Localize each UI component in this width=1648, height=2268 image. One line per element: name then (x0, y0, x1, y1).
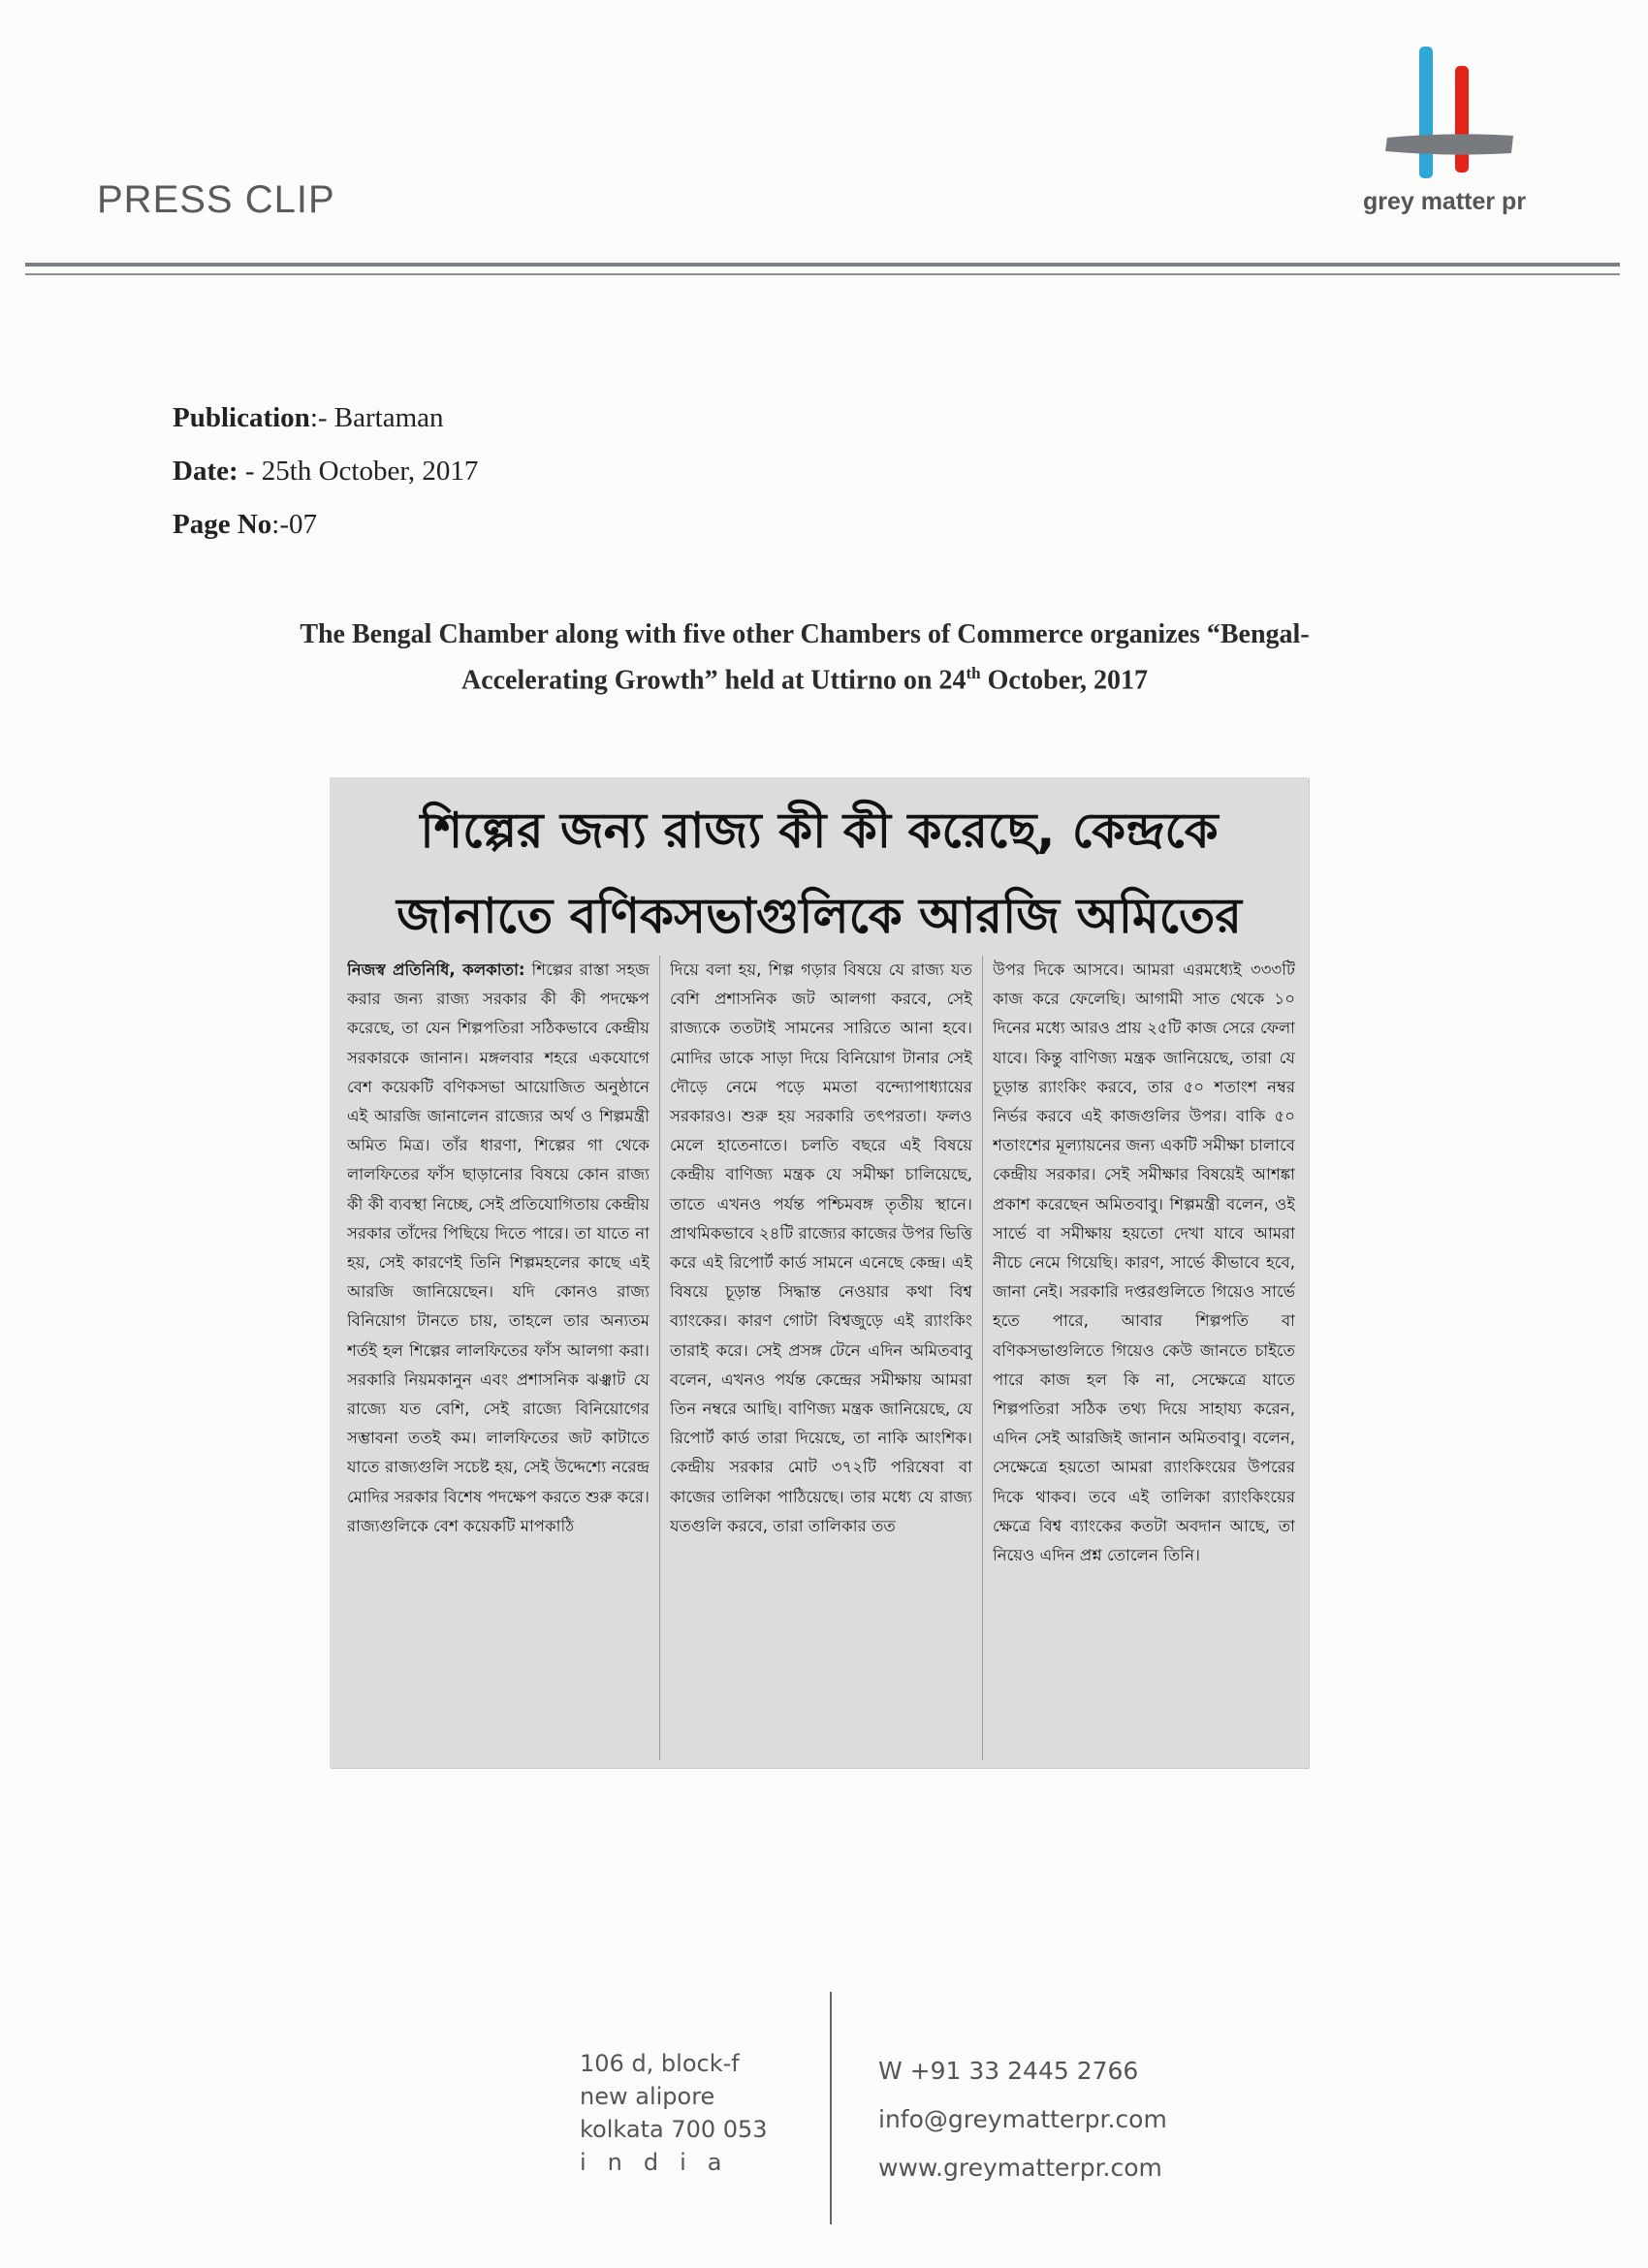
page-title: PRESS CLIP (97, 178, 335, 221)
footer-address (580, 2047, 793, 2179)
article-column-2: দিয়ে বলা হয়, শিল্প গড়ার বিষয়ে যে রাজ্য যত বেশি প্রশাসনিক জট আলগা করবে, সেই রাজ্যকে ততটাই সামনের সারিতে আনা হবে। মোদির ডাকে সাড়া দিয়ে বিনিয়োগ টানার সেই দৌড়ে নেমে পড়ে মমতা বন্দ্যোপাধ্যায়ের সরকারও। শুরু হয় সরকারি তৎপরতা। ফলও মেলে হাতেনাতে। চলতি বছরে এই বিষয়ে কেন্দ্রীয় বাণিজ্য মন্ত্রক যে সমীক্ষা চালিয়েছে, তাতে এখনও পর্যন্ত পশ্চিমবঙ্গ তৃতীয় স্থানে। প্রাথমিকভাবে ২৪টি রাজ্যের কাজের উপর ভিত্তি করে এই রিপোর্ট কার্ড সামনে এনেছে কেন্দ্র। এই বিষয়ে চূড়ান্ত সিদ্ধান্ত নেওয়ার কথা বিশ্ব ব্যাংকের। কারণ গোটা বিশ্বজুড়ে এই র‌্যাংকিং তারাই করে। সেই প্রসঙ্গ টেনে এদিন অমিতবাবু বলেন, এখনও পর্যন্ত কেন্দ্রের সমীক্ষায় আমরা তিন নম্বরে আছি। বাণিজ্য মন্ত্রক জানিয়েছে, যে রিপোর্ট কার্ড তারা দিয়েছে, তা নাকি আংশিক। কেন্দ্রীয় সরকার মোট ৩৭২টি পরিষেবা বা কাজের তালিকা পাঠিয়েছে। তার মধ্যে যে রাজ্য যতগুলি করবে, তারা তালিকার তত (670, 961, 972, 1535)
address-line-1: 106 d, block-f (580, 2050, 740, 2077)
caption-line-1: The Bengal Chamber along with five other Chambers of Commerce organizes “Bengal- (300, 619, 1310, 649)
address-line-3: kolkata 700 053 (580, 2116, 768, 2143)
caption-line-2a: Accelerating Growth” held at Uttirno on 24 (460, 665, 967, 696)
article-body (347, 956, 1297, 1760)
caption-line-2b: October, 2017 (980, 665, 1149, 696)
header-rule (25, 263, 1620, 267)
page-value: :-07 (271, 509, 317, 540)
article-headline-line-1: শিল্পের জন্য রাজ্য কী কী করেছে, কেন্দ্রকে (420, 803, 1219, 859)
date-line (173, 456, 478, 488)
logo-text: grey matter pr (1362, 188, 1527, 215)
article-column-3: উপর দিকে আসবে। আমরা এরমধ্যেই ৩৩৩টি কাজ করে ফেলেছি। আগামী সাত থেকে ১০ দিনের মধ্যে আরও প্রায় ২৫টি কাজ সেরে ফেলা যাবে। কিন্তু বাণিজ্য মন্ত্রক জানিয়েছে, তারা যে চূড়ান্ত র‌্যাংকিং করবে, তার ৫০ শতাংশ নম্বর নির্ভর করবে এই কাজগুলির উপর। বাকি ৫০ শতাংশের মূল্যায়নের জন্য একটি সমীক্ষা চালাবে কেন্দ্রীয় সরকার। সেই সমীক্ষার বিষয়েই আশঙ্কা প্রকাশ করেছেন অমিতবাবু। শিল্পমন্ত্রী বলেন, ওই সার্ভে বা সমীক্ষায় হয়তো দেখা যাবে আমরা নীচে নেমে গিয়েছি। কারণ, সার্ভে কীভাবে হবে, জানা নেই। সরকারি দপ্তরগুলিতে গিয়েও সার্ভে হতে পারে, আবার শিল্পপতি বা বণিকসভাগুলিতে গিয়েও কেউ জানতে চাইতে পারে কাজ হল কি না, সেক্ষেত্রে যাতে শিল্পপতিরা সঠিক তথ্য দিয়ে সাহায্য করেন, এদিন সেই আরজিই জানান অমিতবাবু। বলেন, সেক্ষেত্রে হয়তো আমরা র‌্যাংকিংয়ের উপরের দিকে থাকব। তবে এই তালিকা র‌্যাংকিংয়ের ক্ষেত্রে বিশ্ব ব্যাংকের কতটা অবদান আছে, তা নিয়েও এদিন প্রশ্ন তোলেন তিনি। (993, 961, 1295, 1565)
event-caption (174, 615, 1435, 700)
footer-contact (878, 2047, 1167, 2192)
column-divider (659, 956, 660, 1760)
footer-divider (830, 1992, 832, 2224)
publication-value: :- Bartaman (309, 402, 444, 433)
newspaper-clipping (330, 777, 1309, 1768)
article-column-1 (347, 956, 650, 1760)
page-no-line (173, 509, 317, 541)
article-byline: নিজস্ব প্রতিনিধি, কলকাতা: (347, 961, 525, 979)
address-line-2: new alipore (580, 2083, 715, 2110)
date-value: - 25th October, 2017 (238, 456, 479, 487)
caption-superscript: th (966, 664, 981, 682)
article-column-1-text: শিল্পের রাস্তা সহজ করার জন্য রাজ্য সরকার কী কী পদক্ষেপ করেছে, তা যেন শিল্পপতিরা সঠিকভাবে কেন্দ্রীয় সরকারকে জানান। মঙ্গলবার শহরে একযোগে বেশ কয়েকটি বণিকসভা আয়োজিত অনুষ্ঠানে এই আরজি জানালেন রাজ্যের অর্থ ও শিল্পমন্ত্রী অমিত মিত্র। তাঁর ধারণা, শিল্পের গা থেকে লালফিতের ফাঁস ছাড়ানোর বিষয়ে কোন রাজ্য কী কী ব্যবস্থা নিচ্ছে, সেই প্রতিযোগিতায় কেন্দ্রীয় সরকার তাঁদের পিছিয়ে দিতে পারে। তা যাতে না হয়, সেই কারণেই তিনি শিল্পমহলের কাছে এই আরজি জানিয়েছেন। যদি কোনও রাজ্য বিনিয়োগ টানতে চায়, তাহলে তার অন্যতম শর্তই হল শিল্পের লালফিতের ফাঁস আলগা করা। সরকারি নিয়মকানুন এবং প্রশাসনিক ঝঞ্ঝাট যে রাজ্যে যত বেশি, সেই রাজ্যে বিনিয়োগের সম্ভাবনা ততই কম। লালফিতের জট কাটাতে যাতে রাজ্যগুলি সচেষ্ট হয়, সেই উদ্দেশ্যে নরেন্দ্র মোদির সরকার বিশেষ পদক্ষেপ করতে শুরু করে। রাজ্যগুলিকে বেশ কয়েকটি মাপকাঠি (347, 961, 650, 1535)
date-label: Date: (173, 456, 238, 487)
footer-phone: W +91 33 2445 2766 (878, 2057, 1139, 2085)
grey-matter-logo-icon (1381, 43, 1517, 188)
publication-label: Publication (173, 402, 310, 433)
publication-line (173, 402, 444, 434)
caption-line-2 (174, 654, 1435, 700)
header-rule-thin (25, 273, 1620, 275)
article-headline-line-2: জানাতে বণিকসভাগুলিকে আরজি অমিতের (396, 888, 1242, 944)
address-line-4: india (580, 2149, 744, 2176)
column-divider (982, 956, 983, 1760)
footer-website[interactable]: www.greymatterpr.com (878, 2154, 1162, 2182)
page-label: Page No (173, 509, 272, 540)
footer-email[interactable]: info@greymatterpr.com (878, 2105, 1167, 2133)
